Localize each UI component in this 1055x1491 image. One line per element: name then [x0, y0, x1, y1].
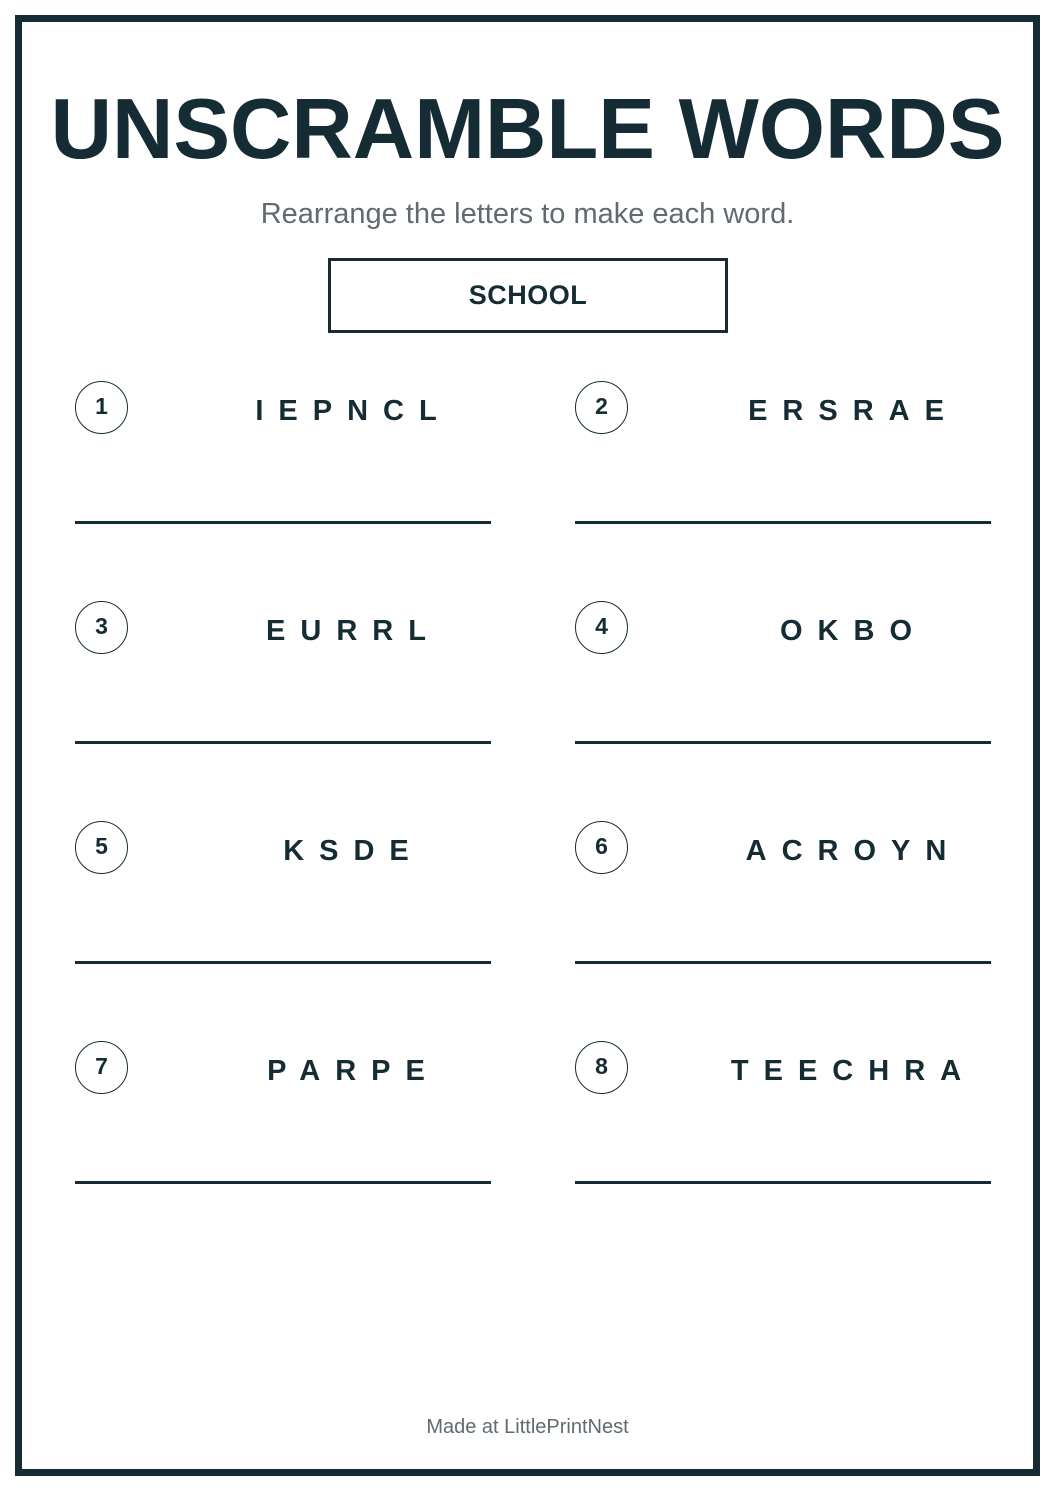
puzzle-item-4: [575, 601, 991, 747]
puzzle-item-8: [575, 1041, 991, 1187]
item-number: 3: [95, 613, 108, 639]
puzzle-item-5: [75, 821, 491, 967]
item-number-circle: [75, 381, 128, 434]
scrambled-letters: TEECHRA: [730, 1055, 977, 1087]
item-number: 4: [595, 613, 608, 639]
item-number-circle: [575, 821, 628, 874]
item-number-circle: [75, 601, 128, 654]
puzzle-item-6: [575, 821, 991, 967]
answer-line[interactable]: [575, 741, 991, 744]
answer-line[interactable]: [75, 1181, 491, 1184]
scrambled-letters: ACROYN: [745, 835, 962, 867]
scrambled-letters: OKBO: [780, 615, 927, 647]
answer-line[interactable]: [75, 741, 491, 744]
answer-line[interactable]: [575, 961, 991, 964]
scrambled-letters: KSDE: [283, 835, 424, 867]
item-number: 2: [595, 393, 608, 419]
answer-line[interactable]: [575, 1181, 991, 1184]
item-number-circle: [75, 821, 128, 874]
puzzle-item-3: [75, 601, 491, 747]
item-number-circle: [575, 381, 628, 434]
puzzle-item-7: [75, 1041, 491, 1187]
page-instructions: Rearrange the letters to make each word.: [260, 198, 795, 230]
puzzle-item-1: [75, 381, 491, 527]
answer-line[interactable]: [575, 521, 991, 524]
item-number: 5: [95, 833, 108, 859]
scrambled-letters: EURRL: [266, 615, 441, 647]
item-number-circle: [575, 1041, 628, 1094]
theme-box: [328, 258, 728, 333]
answer-line[interactable]: [75, 521, 491, 524]
puzzle-item-2: [575, 381, 991, 527]
item-number-circle: [575, 601, 628, 654]
answer-line[interactable]: [75, 961, 491, 964]
item-number: 7: [95, 1053, 108, 1079]
item-number-circle: [75, 1041, 128, 1094]
scrambled-letters: PARPE: [267, 1055, 440, 1087]
scrambled-letters: ERSRAE: [748, 395, 959, 427]
page-title: UNSCRAMBLE WORDS: [50, 82, 1005, 177]
footer-credit: Made at LittlePrintNest: [426, 1416, 629, 1438]
item-number: 1: [95, 393, 108, 419]
item-number: 8: [595, 1053, 608, 1079]
scrambled-letters: IEPNCL: [255, 395, 452, 427]
item-number: 6: [595, 833, 608, 859]
theme-label: SCHOOL: [468, 280, 588, 310]
